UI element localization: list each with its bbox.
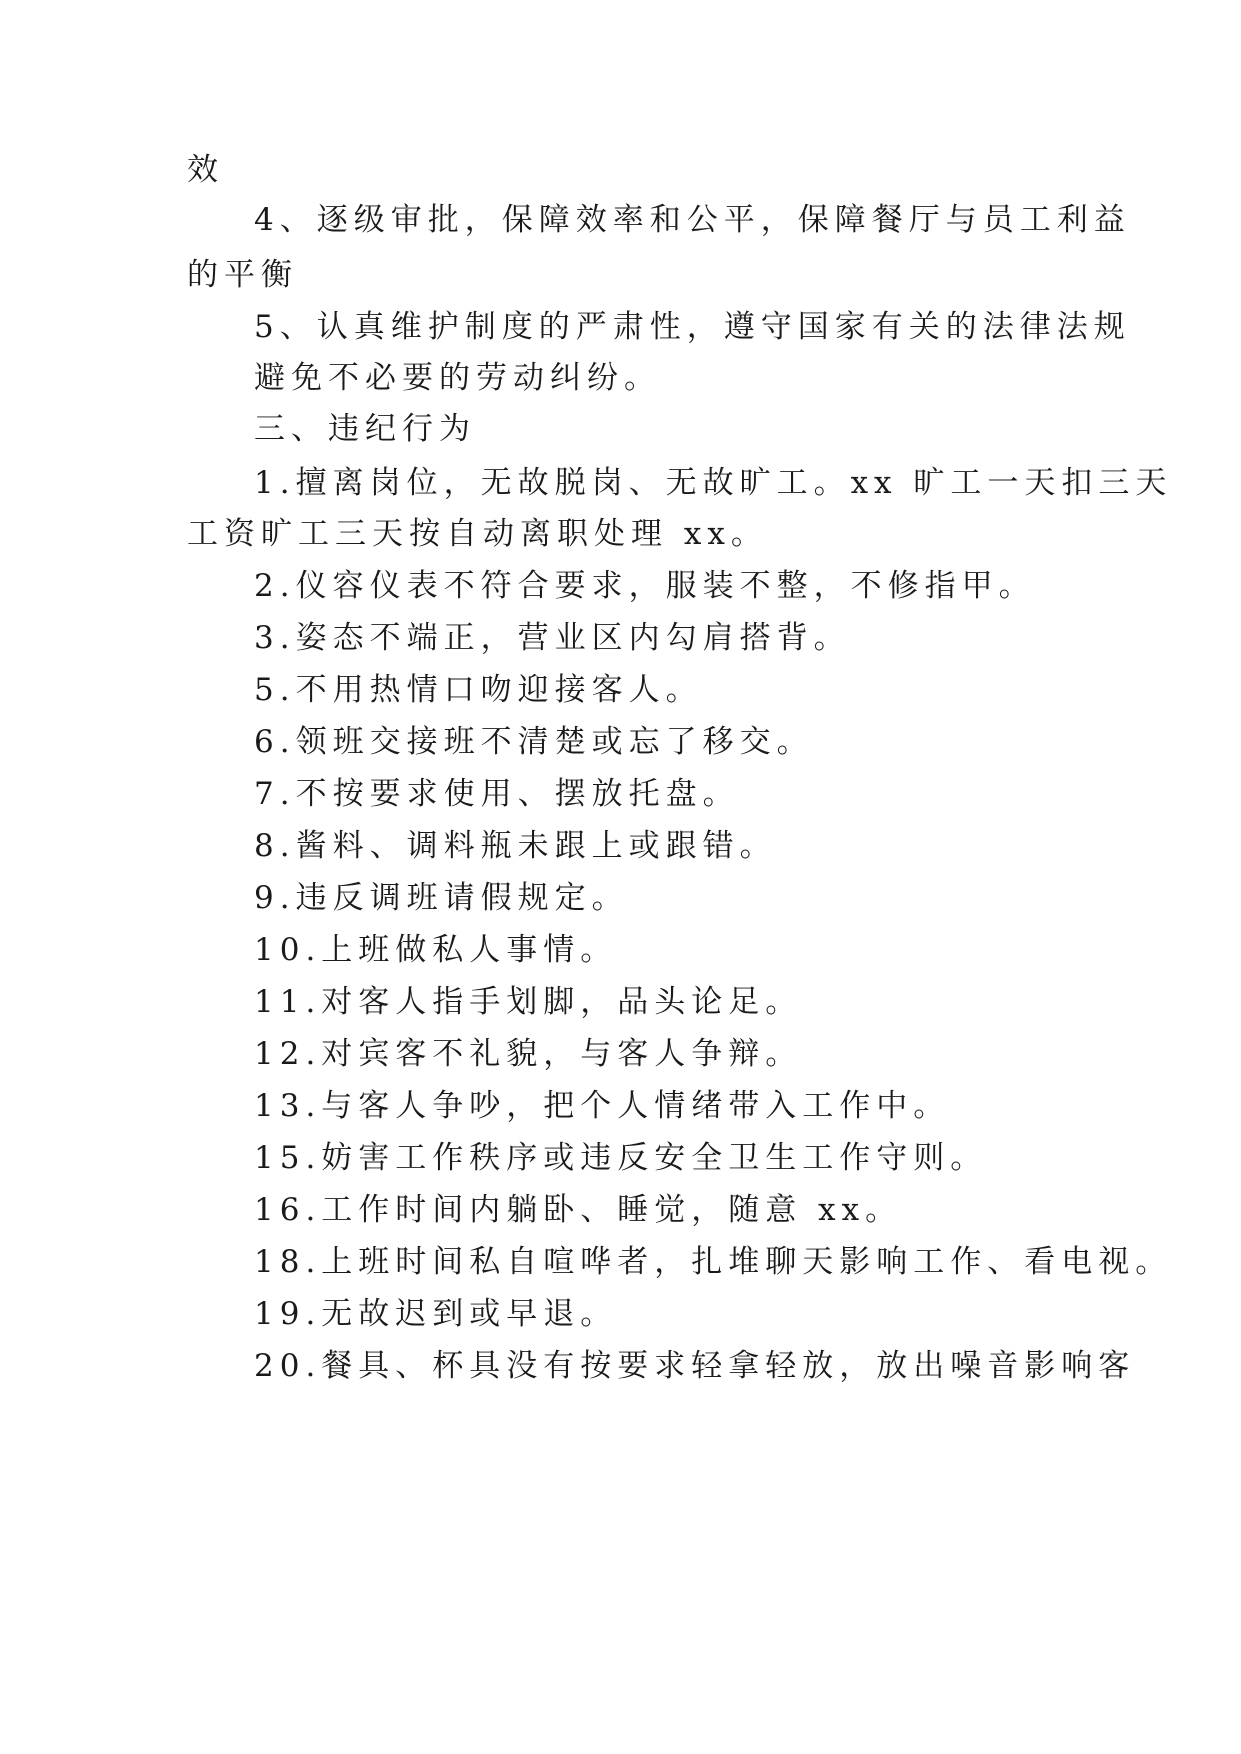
text-line: 20.餐具、杯具没有按要求轻拿轻放，放出噪音影响客 — [254, 1348, 1136, 1384]
text-line: 工资旷工三天按自动离职处理 xx。 — [187, 516, 768, 552]
text-line: 11.对客人指手划脚，品头论足。 — [254, 984, 803, 1020]
text-line: 5、认真维护制度的严肃性，遵守国家有关的法律法规 — [254, 309, 1131, 345]
text-line: 9.违反调班请假规定。 — [254, 880, 629, 916]
text-line: 16.工作时间内躺卧、睡觉，随意 xx。 — [254, 1192, 903, 1228]
text-line: 3.姿态不端正，营业区内勾肩搭背。 — [254, 620, 851, 656]
text-line: 6.领班交接班不清楚或忘了移交。 — [254, 724, 814, 760]
text-line: 12.对宾客不礼貌，与客人争辩。 — [254, 1036, 803, 1072]
text-line: 5.不用热情口吻迎接客人。 — [254, 672, 703, 708]
text-line: 10.上班做私人事情。 — [254, 932, 618, 968]
text-line: 19.无故迟到或早退。 — [254, 1296, 618, 1332]
section-heading: 三、违纪行为 — [254, 411, 476, 447]
text-line: 1.擅离岗位，无故脱岗、无故旷工。xx 旷工一天扣三天 — [254, 465, 1173, 501]
text-line: 8.酱料、调料瓶未跟上或跟错。 — [254, 828, 777, 864]
text-line: 4、逐级审批，保障效率和公平，保障餐厅与员工利益 — [254, 202, 1131, 238]
text-line: 15.妨害工作秩序或违反安全卫生工作守则。 — [254, 1140, 988, 1176]
text-line: 7.不按要求使用、摆放托盘。 — [254, 776, 740, 812]
text-line: 的平衡 — [187, 257, 298, 293]
text-line: 避免不必要的劳动纠纷。 — [254, 360, 661, 396]
text-line: 效 — [187, 152, 224, 188]
text-line: 2.仪容仪表不符合要求，服装不整，不修指甲。 — [254, 568, 1036, 604]
text-line: 13.与客人争吵，把个人情绪带入工作中。 — [254, 1088, 951, 1124]
text-line: 18.上班时间私自喧哗者，扎堆聊天影响工作、看电视。 — [254, 1244, 1173, 1280]
